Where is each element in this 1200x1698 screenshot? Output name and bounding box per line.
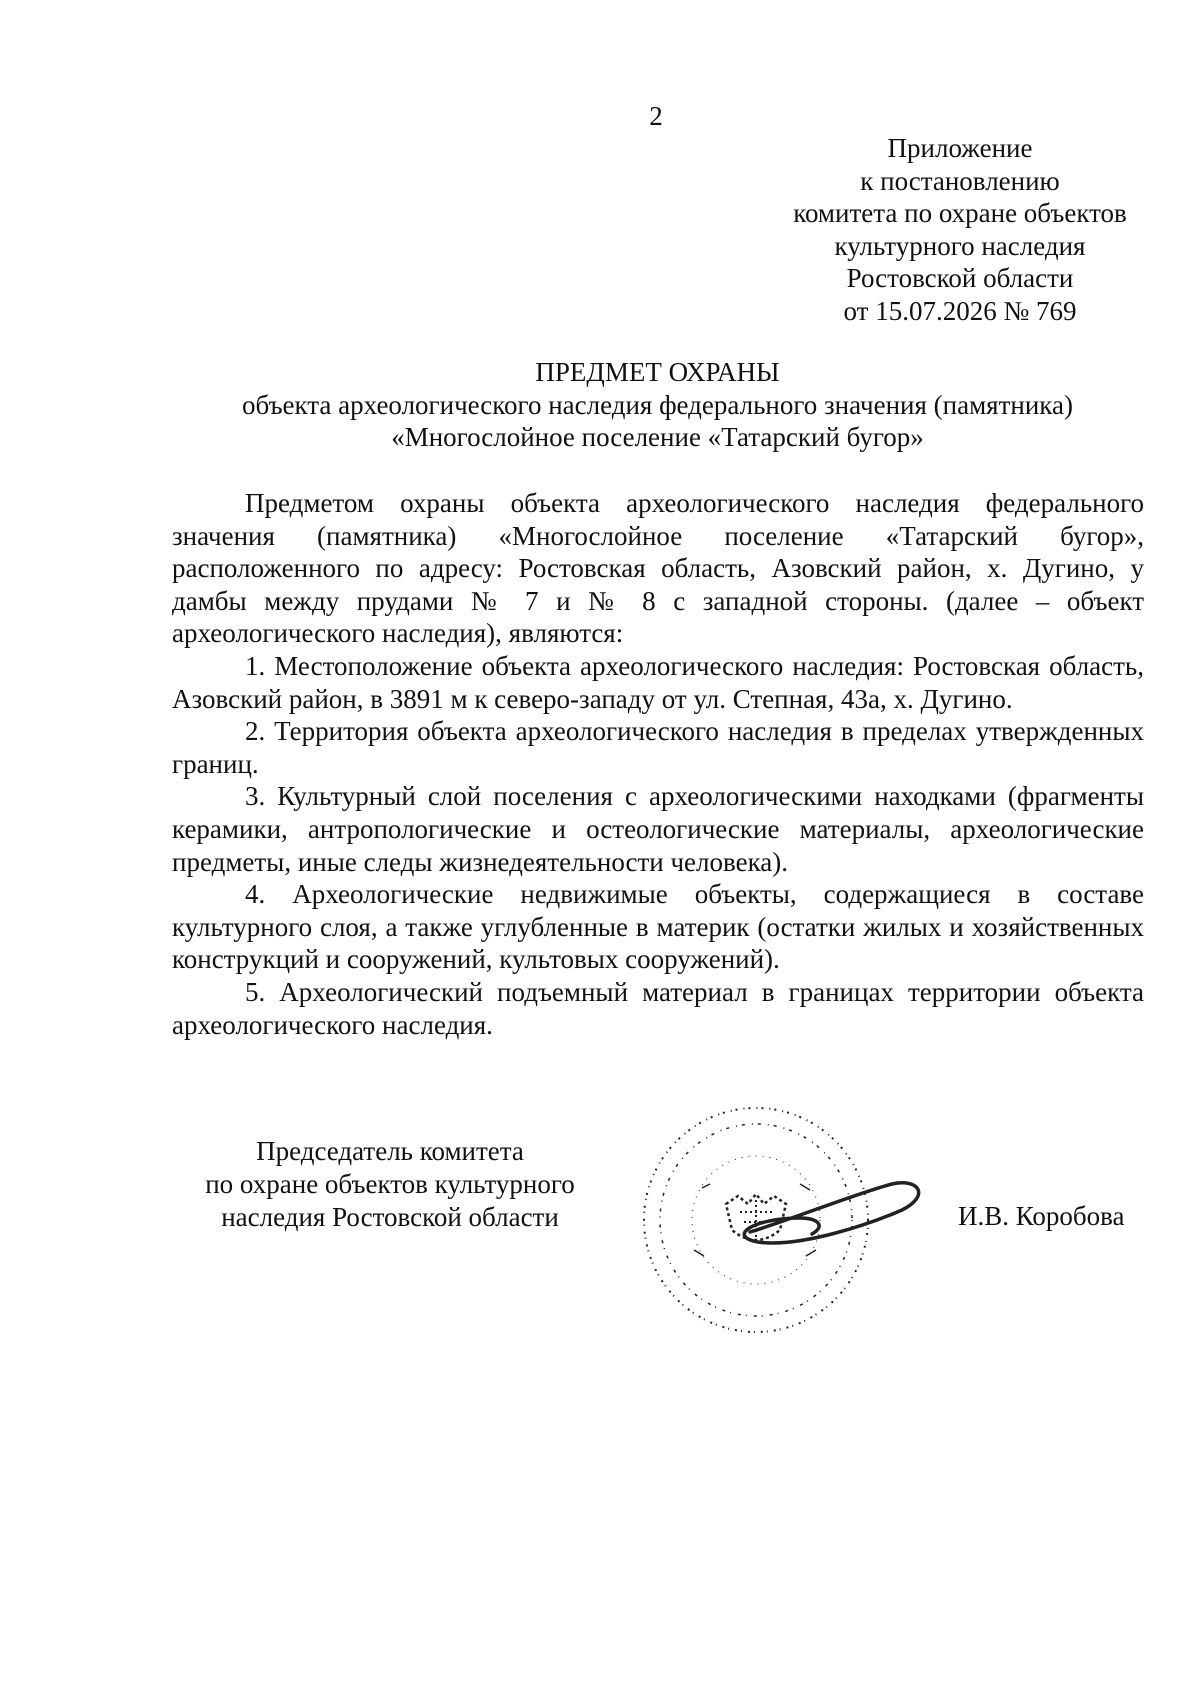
seal-stamp-icon xyxy=(644,1108,868,1332)
page-number: 2 xyxy=(649,101,663,131)
list-item: 1. Местоположение объекта археологического наследия: Ростовская область, Азовский район, в 3891 м к северо-западу от ул. Степная, 43а, х. Дугино. xyxy=(172,650,1144,714)
title-heading: ПРЕДМЕТ ОХРАНЫ xyxy=(535,357,780,387)
appendix-line: культурного наследия xyxy=(834,230,1086,261)
appendix-line: комитета по охране объектов xyxy=(793,198,1127,228)
title-subtitle-line: объекта археологического наследия федерального значения (памятника) xyxy=(242,389,1073,420)
position-line: по охране объектов культурного xyxy=(205,1169,575,1199)
list-item: 2. Территория объекта археологического наследия в пределах утвержденных границ. xyxy=(172,716,1144,779)
appendix-line: Приложение xyxy=(887,133,1033,163)
appendix-date-line: от 15.07.2026 № 769 xyxy=(843,295,1077,326)
signatory-name: И.В. Коробова xyxy=(958,1201,1125,1231)
official-seal-and-signature xyxy=(630,1100,950,1340)
appendix-line: Ростовской области xyxy=(846,263,1074,293)
appendix-line: к постановлению xyxy=(860,165,1060,196)
intro-paragraph: Предметом охраны объекта археологического наследия федерального значения (памятника) «Многослойное поселение «Татарский бугор», расположенного по адресу: Ростовская область, Азовский район, х. Дугино, у дамбы между прудами № 7 и № 8 с западной стороны. (далее – объект археологического наследия), являются: xyxy=(172,488,1144,649)
list-item: 4. Археологические недвижимые объекты, содержащиеся в составе культурного слоя, а также углубленные в материк (остатки жилых и хозяйственных конструкций и сооружений, культовых сооружений). xyxy=(172,879,1144,975)
list-item: 3. Культурный слой поселения с археологическими находками (фрагменты керамики, антропологические и остеологические материалы, археологические предметы, иные следы жизнедеятельности человека). xyxy=(172,781,1144,877)
title-subtitle-line: «Многослойное поселение «Татарский бугор» xyxy=(391,422,924,452)
appendix-block xyxy=(760,132,1160,327)
position-line: Председатель комитета xyxy=(256,1136,524,1166)
list-item: 5. Археологический подъемный материал в границах территории объекта археологического наследия. xyxy=(172,976,1144,1040)
document-body xyxy=(172,487,1144,1041)
position-line: наследия Ростовской области xyxy=(221,1202,559,1232)
signatory-position xyxy=(180,1135,600,1234)
document-title xyxy=(170,356,1145,454)
